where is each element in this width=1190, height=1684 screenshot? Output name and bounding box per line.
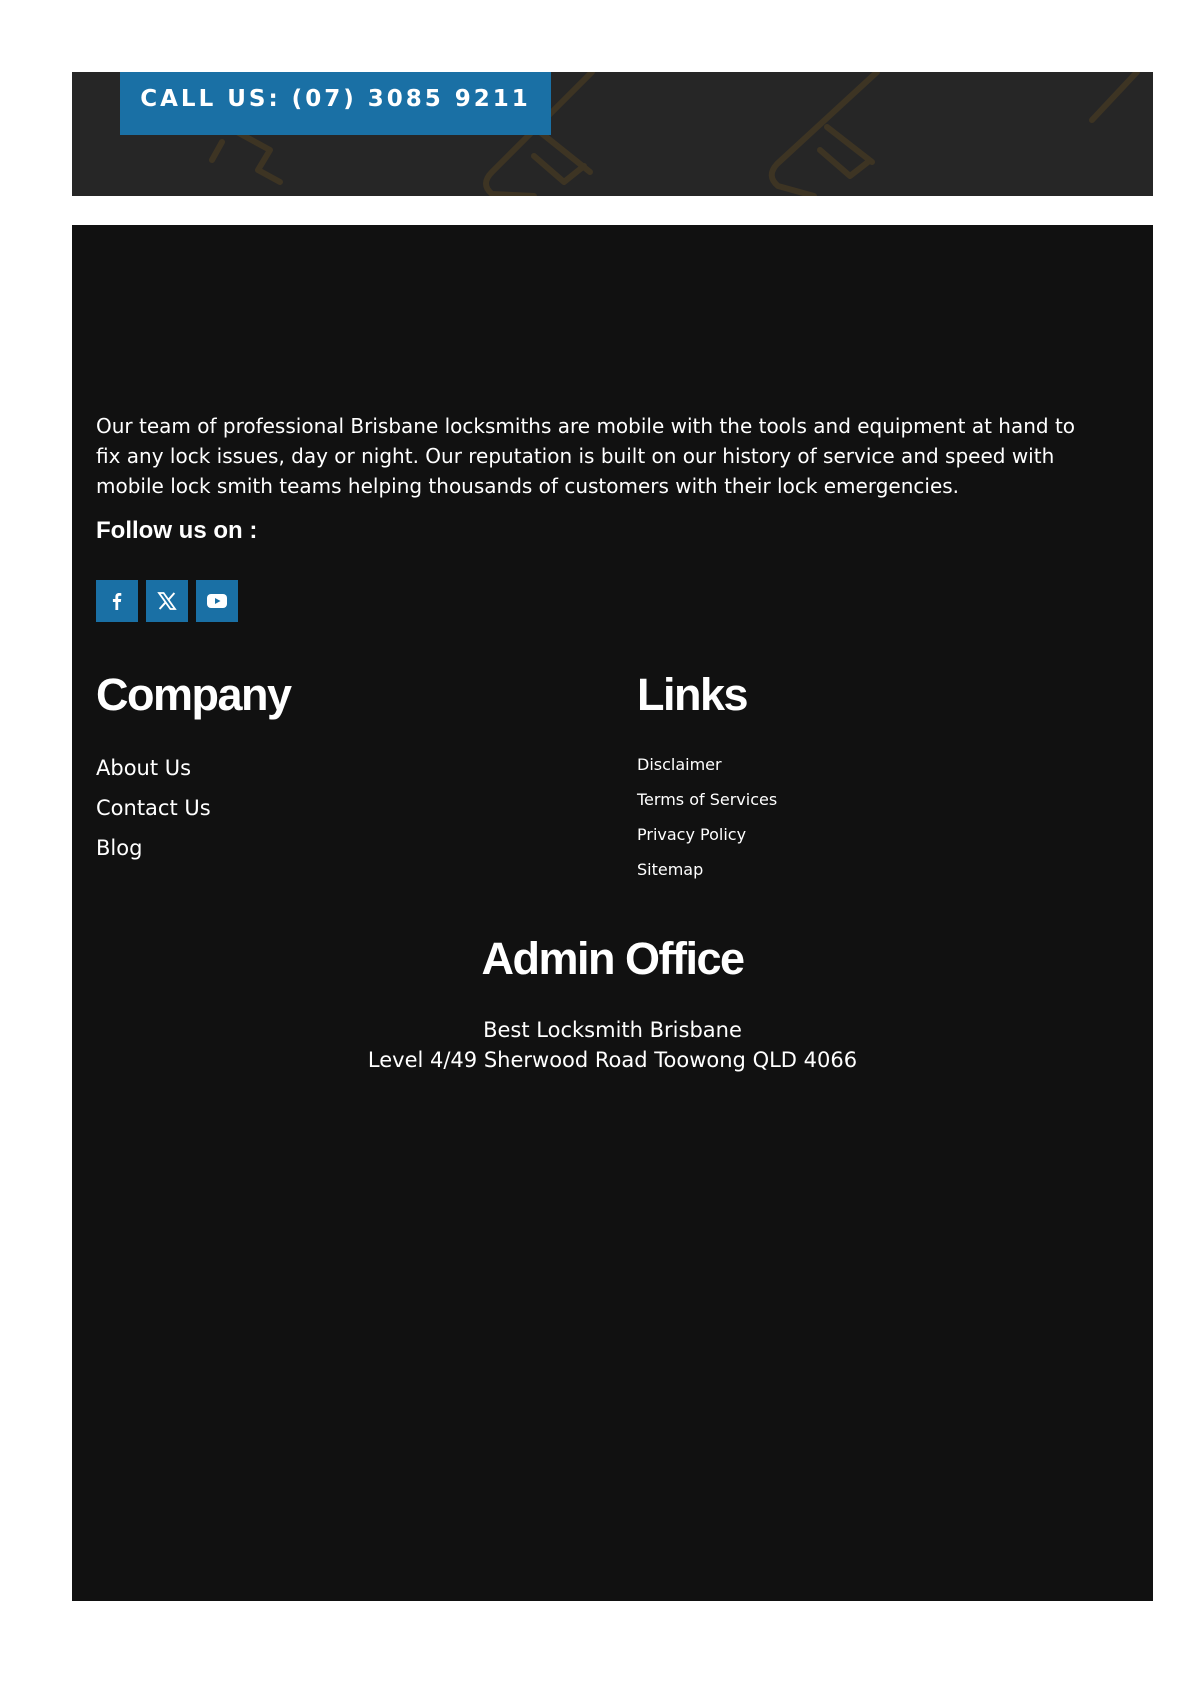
youtube-link[interactable]	[196, 580, 238, 622]
terms-of-services-link[interactable]: Terms of Services	[637, 790, 778, 809]
key-shape-4	[1092, 72, 1137, 120]
contact-us-link[interactable]: Contact Us	[96, 796, 211, 820]
cta-band	[72, 72, 1153, 196]
links-heading: Links	[637, 669, 748, 720]
list-item	[637, 789, 777, 824]
site-footer	[72, 225, 1153, 1601]
call-us-button[interactable]: CALL US: (07) 3085 9211	[120, 72, 551, 135]
about-text: Our team of professional Brisbane locksmiths are mobile with the tools and equipment at hand to fix any lock issues, day or night. Our reputation is built on our history of service and speed with mobile lock smith teams helping thousands of customers with their lock emergencies.	[96, 414, 1076, 498]
links-list	[637, 754, 777, 894]
blog-link[interactable]: Blog	[96, 836, 143, 860]
follow-us-label: Follow us on :	[96, 517, 258, 544]
about-us-link[interactable]: About Us	[96, 756, 192, 780]
company-heading: Company	[96, 669, 291, 720]
sitemap-link[interactable]: Sitemap	[637, 860, 704, 879]
key-shape-1	[212, 132, 280, 182]
privacy-policy-link[interactable]: Privacy Policy	[637, 825, 747, 844]
social-links	[96, 580, 238, 622]
list-item	[96, 833, 211, 873]
x-twitter-icon	[156, 590, 178, 612]
list-item	[637, 859, 777, 894]
business-name: Best Locksmith Brisbane	[483, 1018, 742, 1042]
x-twitter-link[interactable]	[146, 580, 188, 622]
list-item	[637, 824, 777, 859]
facebook-icon	[107, 591, 127, 611]
youtube-icon	[206, 593, 228, 609]
key-shape-3	[772, 72, 877, 196]
admin-office-address	[72, 1015, 1153, 1075]
list-item	[637, 754, 777, 789]
facebook-link[interactable]	[96, 580, 138, 622]
street-address: Level 4/49 Sherwood Road Toowong QLD 4066	[367, 1048, 858, 1072]
company-list	[96, 753, 211, 873]
list-item	[96, 753, 211, 793]
list-item	[96, 793, 211, 833]
disclaimer-link[interactable]: Disclaimer	[637, 755, 722, 774]
admin-office-heading: Admin Office	[481, 933, 744, 984]
